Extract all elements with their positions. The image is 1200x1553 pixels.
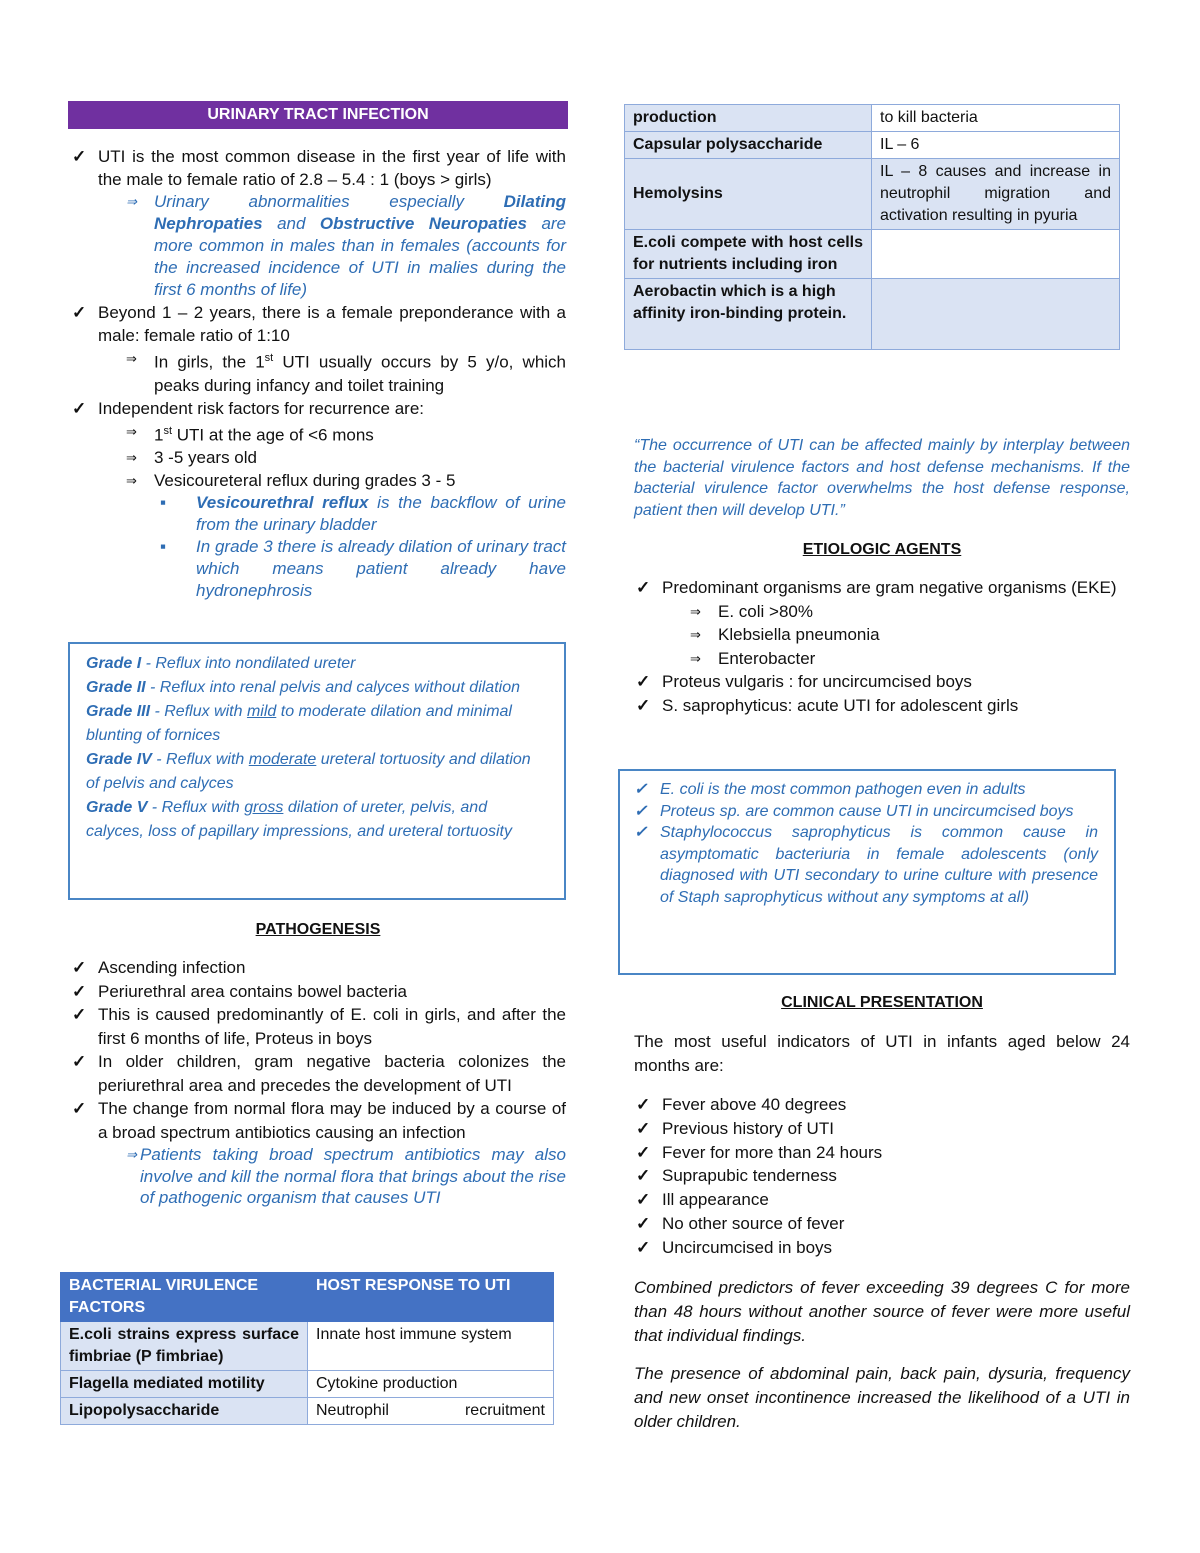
table-header-row — [61, 1273, 554, 1322]
table-cell: E.coli compete with host cells for nutrients including iron — [625, 230, 872, 279]
list-item: ✓ Previous history of UTI — [632, 1117, 1130, 1141]
header-host-response: HOST RESPONSE TO UTI — [308, 1273, 554, 1322]
page-title: URINARY TRACT INFECTION — [68, 101, 568, 129]
combined-predictors-paragraph: Combined predictors of fever exceeding 39 degrees C for more than 48 hours without another source of fever were more useful that individual findings. — [634, 1278, 1130, 1345]
path-bullet-5: ✓ The change from normal flora may be induced by a course of a broad spectrum antibiotics causing an infection — [68, 1097, 566, 1144]
etio-bullet-2: ✓ Proteus vulgaris : for uncircumcised boys — [632, 670, 1130, 694]
clinical-intro: The most useful indicators of UTI in infants aged below 24 months are: — [634, 1032, 1130, 1075]
table-cell: to kill bacteria — [872, 105, 1120, 132]
list-item: ✓ Suprapubic tenderness — [632, 1164, 1130, 1188]
etiologic-section — [632, 576, 1130, 717]
table-cell: IL – 8 causes and increase in neutrophil migration and activation resulting in pyuria — [872, 159, 1120, 230]
table-cell: Aerobactin which is a high affinity iron-binding protein. — [625, 279, 872, 350]
bullet-risk-factors: ✓ Independent risk factors for recurrence are: — [68, 397, 566, 420]
header-virulence: BACTERIAL VIRULENCE FACTORS — [61, 1273, 308, 1322]
table-cell — [872, 230, 1120, 279]
table-row — [625, 230, 1120, 279]
grade-5: Grade V - Reflux with gross dilation of ureter, pelvis, and calyces, loss of papillary impressions, and ureteral tortuosity — [86, 799, 512, 840]
etio-bullet-3: ✓ S. saprophyticus: acute UTI for adolescent girls — [632, 694, 1130, 718]
sub-bullet-vur: ⇒ Vesicoureteral reflux during grades 3 - 5 — [68, 469, 566, 492]
table-cell: Neutrophil recruitment — [308, 1398, 554, 1425]
path-bullet-4: ✓ In older children, gram negative bacteria colonizes the periurethral area and precedes the development of UTI — [68, 1050, 566, 1097]
grade-1: Grade I - Reflux into nondilated ureter — [86, 655, 356, 672]
grade-3: Grade III - Reflux with mild to moderate dilation and minimal blunting of fornices — [86, 703, 512, 744]
table-row — [61, 1398, 554, 1425]
list-item: ✓ No other source of fever — [632, 1212, 1130, 1236]
sub-bullet-girls: ⇒ In girls, the 1st UTI usually occurs by 5 y/o, which peaks during infancy and toilet training — [68, 347, 566, 397]
clinical-heading: CLINICAL PRESENTATION — [781, 994, 983, 1011]
note-proteus: ✓ Proteus sp. are common cause UTI in uncircumcised boys — [630, 801, 1098, 823]
list-item: ✓ Fever for more than 24 hours — [632, 1141, 1130, 1165]
list-item: ✓ Fever above 40 degrees — [632, 1093, 1130, 1117]
clinical-indicator-list — [632, 1093, 1130, 1260]
list-item: ✓ Ill appearance — [632, 1188, 1130, 1212]
note-ecoli: ✓ E. coli is the most common pathogen even in adults — [630, 779, 1098, 801]
intro-section — [68, 145, 566, 602]
sub-bullet-abnormalities: ⇒ Urinary abnormalities especially Dilating Nephropaties and Obstructive Neuropaties are more common in males than in females (accounts for the increased incidence of UTI in malies during the first 6 months of life) — [68, 191, 566, 301]
table-cell: IL – 6 — [872, 132, 1120, 159]
sub-bullet-first-uti: ⇒ 1st UTI at the age of <6 mons — [68, 420, 566, 447]
table-cell: production — [625, 105, 872, 132]
square-bullet-vesicourethral: ▪ Vesicourethral reflux is the backflow of urine from the urinary bladder — [68, 492, 566, 536]
table-row — [61, 1371, 554, 1398]
table-row — [625, 159, 1120, 230]
bullet-female-preponderance: ✓ Beyond 1 – 2 years, there is a female preponderance with a male: female ratio of 1:10 — [68, 301, 566, 347]
table-cell — [872, 279, 1120, 350]
etiologic-heading: ETIOLOGIC AGENTS — [802, 541, 962, 558]
path-sub-bullet: ⇒ Patients taking broad spectrum antibiotics may also involve and kill the normal flora that brings about the rise of pathogenic organism that causes UTI — [68, 1144, 566, 1209]
etio-sub-klebsiella: ⇒ Klebsiella pneumonia — [632, 623, 1130, 647]
path-bullet-2: ✓ Periurethral area contains bowel bacteria — [68, 980, 566, 1004]
sub-bullet-age: ⇒ 3 -5 years old — [68, 446, 566, 469]
table-cell: Cytokine production — [308, 1371, 554, 1398]
etio-bullet-1: ✓ Predominant organisms are gram negative organisms (EKE) — [632, 576, 1130, 600]
square-bullet-grade3: ▪ In grade 3 there is already dilation of urinary tract which means patient already have hydronephrosis — [68, 536, 566, 602]
grade-2: Grade II - Reflux into renal pelvis and calyces without dilation — [86, 679, 520, 696]
table-cell: Flagella mediated motility — [61, 1371, 308, 1398]
older-children-paragraph: The presence of abdominal pain, back pain, dysuria, frequency and new onset incontinence increased the likelihood of a UTI in older children. — [634, 1364, 1130, 1431]
path-bullet-3: ✓ This is caused predominantly of E. coli in girls, and after the first 6 months of life, Proteus in boys — [68, 1003, 566, 1050]
virulence-table — [60, 1272, 554, 1425]
list-item: ✓ Uncircumcised in boys — [632, 1236, 1130, 1260]
virulence-table-continued — [624, 104, 1120, 350]
table-cell: Innate host immune system — [308, 1322, 554, 1371]
grades-box — [68, 642, 566, 900]
grade-4: Grade IV - Reflux with moderate ureteral tortuosity and dilation of pelvis and calyces — [86, 751, 531, 792]
etio-sub-ecoli: ⇒ E. coli >80% — [632, 600, 1130, 624]
table-row — [625, 105, 1120, 132]
table-cell: Hemolysins — [625, 159, 872, 230]
etio-sub-enterobacter: ⇒ Enterobacter — [632, 647, 1130, 671]
pathogenesis-heading: PATHOGENESIS — [255, 921, 381, 938]
note-staph: ✓ Staphylococcus saprophyticus is common cause in asymptomatic bacteriuria in female adolescents (only diagnosed with UTI secondary to urine culture with presence of Staph saprophyticus without any symptoms at all) — [630, 822, 1098, 908]
interplay-quote: “The occurrence of UTI can be affected mainly by interplay between the bacterial virulence factors and host defense mechanisms. If the bacterial virulence factor overwhelms the host defense response, patient then will develop UTI.” — [634, 437, 1130, 519]
bullet-uti-common: ✓ UTI is the most common disease in the first year of life with the male to female ratio of 2.8 – 5.4 : 1 (boys > girls) — [68, 145, 566, 191]
table-cell: E.coli strains express surface fimbriae (P fimbriae) — [61, 1322, 308, 1371]
table-row — [625, 279, 1120, 350]
etiologic-notes-box — [618, 769, 1116, 975]
table-cell: Lipopolysaccharide — [61, 1398, 308, 1425]
table-cell: Capsular polysaccharide — [625, 132, 872, 159]
table-row — [625, 132, 1120, 159]
table-row — [61, 1322, 554, 1371]
pathogenesis-section — [68, 956, 566, 1209]
path-bullet-1: ✓ Ascending infection — [68, 956, 566, 980]
